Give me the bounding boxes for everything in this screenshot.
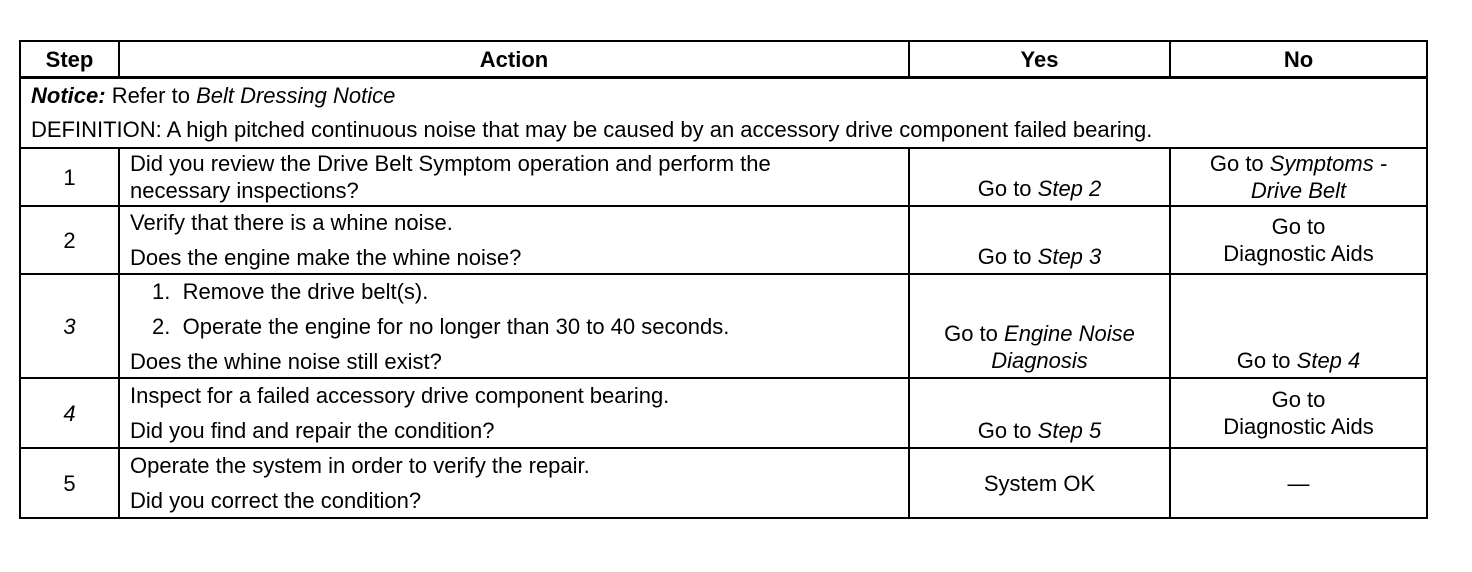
header-action: Action [119,41,909,78]
yes-cell [909,148,1170,206]
yes-link[interactable]: Step 5 [1037,418,1102,443]
no-prefix: Go to [1271,387,1326,412]
table-row [20,378,1427,448]
action-cell [119,148,909,206]
no-cell [1170,206,1427,274]
notice-line [31,79,1416,113]
no-prefix: Go to [1209,151,1270,176]
no-link[interactable]: Diagnostic Aids [1223,414,1374,439]
yes-prefix: Go to [977,418,1038,443]
table-row [20,274,1427,378]
yes-prefix: Go to [977,176,1038,201]
no-link[interactable]: Drive Belt [1250,178,1347,203]
notice-text: Refer to [111,83,197,108]
item-number: 1. [152,278,171,304]
action-question: Did you correct the condition? [130,488,422,513]
action-list-item [130,278,898,305]
definition-line: DEFINITION: A high pitched continuous noise that may be caused by an accessory drive component failed bearing. [31,117,1153,142]
action-cell [119,274,909,378]
table-row [20,148,1427,206]
action-question: Did you find and repair the condition? [130,418,495,443]
table-row [20,206,1427,274]
step-number: 4 [20,378,119,448]
step-number: 5 [20,448,119,518]
step-number: 1 [20,148,119,206]
action-list-item [130,313,898,340]
yes-prefix: Go to [977,244,1038,269]
yes-link[interactable]: Engine Noise [1004,321,1135,346]
item-text: Operate the engine for no longer than 30 to 40 seconds. [182,313,730,339]
header-row [20,41,1427,78]
action-text: Did you review the Drive Belt Symptom operation and perform the [130,151,771,176]
yes-prefix: Go to [944,321,1005,346]
table-row [20,448,1427,518]
no-cell: — [1170,448,1427,518]
action-cell [119,206,909,274]
yes-cell [909,378,1170,448]
step-number: 2 [20,206,119,274]
no-link[interactable]: Step 4 [1296,348,1361,373]
no-prefix: Go to [1271,214,1326,239]
notice-label: Notice: [31,83,106,108]
action-text: Verify that there is a whine noise. [130,210,453,235]
action-text: Inspect for a failed accessory drive component bearing. [130,383,670,408]
action-text: necessary inspections? [130,178,359,203]
diagnostic-table [19,40,1428,519]
action-text: Operate the system in order to verify the repair. [130,453,590,478]
yes-cell: System OK [909,448,1170,518]
item-text: Remove the drive belt(s). [182,278,429,304]
yes-cell [909,274,1170,378]
no-cell [1170,274,1427,378]
yes-link[interactable]: Diagnosis [991,348,1088,373]
no-link[interactable]: Symptoms - [1269,151,1388,176]
no-prefix: Go to [1236,348,1297,373]
step-number: 3 [20,274,119,378]
header-step: Step [20,41,119,78]
no-cell [1170,378,1427,448]
action-question: Does the engine make the whine noise? [130,245,522,270]
no-cell [1170,148,1427,206]
action-cell [119,448,909,518]
item-number: 2. [152,313,171,339]
action-question: Does the whine noise still exist? [130,348,442,374]
notice-row [20,78,1427,149]
header-no: No [1170,41,1427,78]
no-link[interactable]: Diagnostic Aids [1223,241,1374,266]
yes-link[interactable]: Step 3 [1037,244,1102,269]
yes-cell [909,206,1170,274]
notice-cell [20,78,1427,149]
yes-link[interactable]: Step 2 [1037,176,1102,201]
notice-link[interactable]: Belt Dressing Notice [196,83,396,108]
header-yes: Yes [909,41,1170,78]
action-cell [119,378,909,448]
